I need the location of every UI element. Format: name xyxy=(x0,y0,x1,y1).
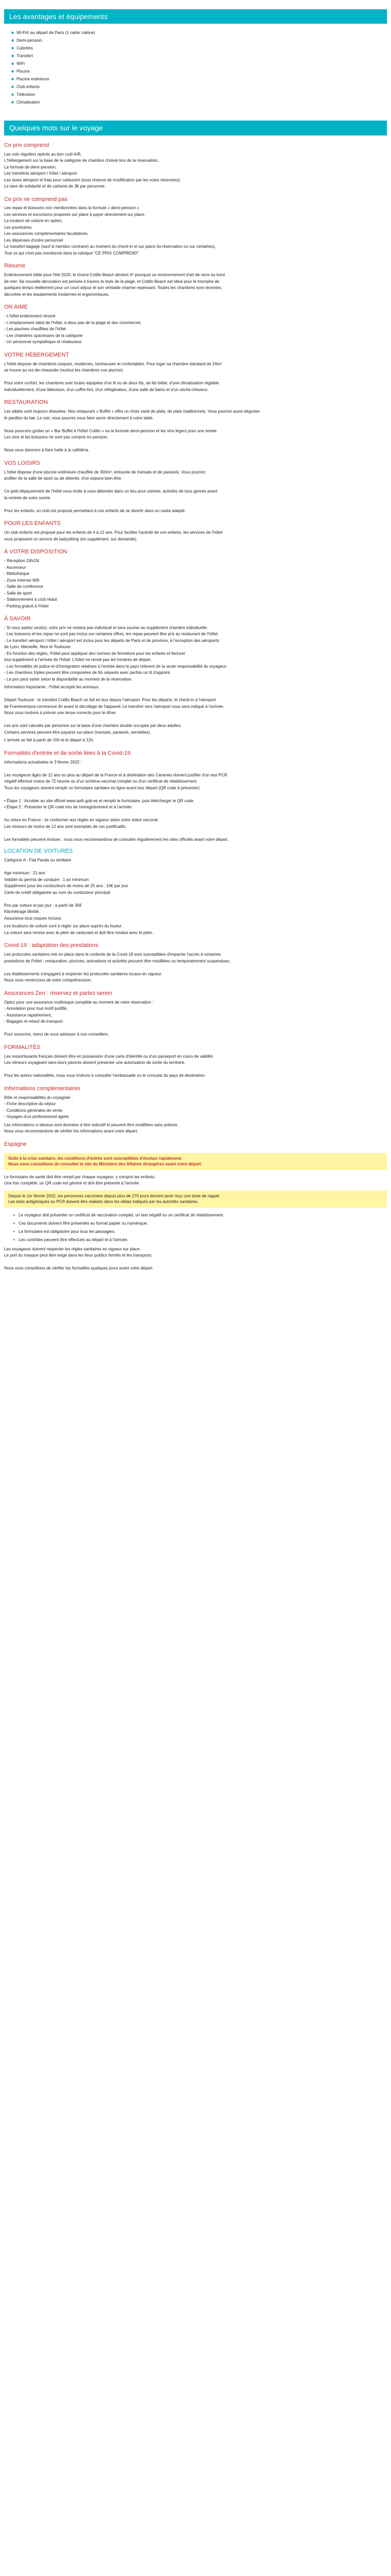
list-item: • Ces documents doivent être présentés au format papier ou numérique. xyxy=(13,1220,387,1227)
text-line: Carte de crédit obligatoire au nom du conducteur principal xyxy=(4,890,110,895)
text-line: Catégorie A - Fiat Panda ou similaire xyxy=(4,858,71,863)
text-block xyxy=(4,737,387,743)
advantage-label: Cabotins xyxy=(17,46,33,51)
text-block xyxy=(4,1095,387,1120)
advantage-label: Club enfants xyxy=(17,84,40,90)
text-line: L'hébergement sur la base de la catégorie de chambre choisie lors de la réservation, xyxy=(4,158,159,163)
text-line: Nous vous invitons à prévoir une tenue correcte pour le dîner. xyxy=(4,710,117,716)
bullet-icon: ■ xyxy=(11,100,14,105)
text-block xyxy=(4,999,387,1038)
advantage-item xyxy=(11,67,387,75)
loisirs-title: VOS LOISIRS xyxy=(4,460,40,466)
text-line: Pour les enfants, un club est proposé permettant à vos enfants de se divertir dans un cadre adapté. xyxy=(4,508,186,513)
text-line: - Bibliothèque xyxy=(4,571,29,577)
text-line: Les locations de voiture sont à régler sur place auprès du loueur. xyxy=(4,924,123,929)
advantage-label: Transfert xyxy=(17,54,33,59)
text-line: Le port du masque peut être exigé dans les lieux publics fermés et les transports. xyxy=(4,1253,153,1258)
resume-title: Résumé xyxy=(4,263,25,269)
savoir-title: À SAVOIR xyxy=(4,616,31,622)
advantage-label: Piscine extérieure xyxy=(17,77,50,82)
highlight-box xyxy=(4,1191,387,1208)
advantage-label: WiFi xyxy=(17,61,25,66)
complementaires-title: Informations complémentaires xyxy=(4,1085,80,1092)
text-line: L'hôtel dispose d'une piscine extérieure chauffée de 300m², entourée de transats et de parasols. Vous pourrez xyxy=(4,469,206,474)
text-line: - Zone Internet Wifi xyxy=(4,578,40,583)
advantage-label: Demi-pension xyxy=(17,38,42,43)
text-line: tout supplément à l'arrivée de l'hôtel. L'hôtel ne remet pas les horaires de départ. xyxy=(4,657,152,663)
text-line: Les voyageurs âgés de 12 ans ou plus au départ de la France et à destination des Canaries doivent justifier d'un test PCR xyxy=(4,772,227,777)
blank-line xyxy=(4,421,387,428)
advantage-item xyxy=(11,52,387,60)
blank-line xyxy=(4,811,387,817)
blank-line xyxy=(4,1259,387,1265)
text-line: Le transfert bagage (sauf si mention contraire) au moment du check-in et sur place (la réservation ou sur certaines), xyxy=(4,244,216,249)
text-line: - Les piscines chauffées de l'hôtel xyxy=(4,327,66,332)
text-line: La location de voiture en option, xyxy=(4,218,63,224)
text-line: Tout ce qui n'est pas mentionné dans la rubrique "CE PRIX COMPREND". xyxy=(4,250,140,256)
text-line: - L'hôtel entièrement rénové xyxy=(4,314,56,319)
text-line: Les transferts aéroport / hôtel / aéroport xyxy=(4,171,77,176)
text-line: - Les chambres triples peuvent être composées de lits séparés avec parfois un lit d'appoint. xyxy=(4,670,171,675)
text-block xyxy=(4,409,387,453)
advantage-label: Climatisation xyxy=(17,100,40,105)
blank-line xyxy=(4,791,387,798)
advantage-item xyxy=(11,60,387,67)
text-line: Départ Toulouse : le transfert Cotillo Beach se fait en bus depuis l'aéroport. Pour les départs, le check-in à l'aéroport xyxy=(4,698,216,703)
text-line: Les formalités peuvent évoluer ; nous vous recommandons de consulter régulièrement les sites officiels avant votre départ. xyxy=(4,837,229,842)
text-line: quelques temps réellement pour un court séjour et son véritable charme repensant. Toutes les chambres sont récentes, xyxy=(4,285,222,291)
text-line: L'arrivée se fait à partir de 15h et le départ à 12h. xyxy=(4,738,94,743)
text-block xyxy=(4,361,387,393)
text-line: Rôle et responsabilités du voyagiste : xyxy=(4,1095,73,1100)
text-line: négatif effectué moins de 72 heures ou d'un schéma vaccinal complet ou d'un certificat de rétablissement. xyxy=(4,779,198,784)
list-item: • Les contrôles peuvent être effectués au départ et à l'arrivée. xyxy=(13,1236,387,1243)
text-line: Age minimum : 21 ans xyxy=(4,871,45,876)
text-line: - Les formalités de police et d'immigration relatives à l'entrée dans le pays relèvent de la seule responsabilité du voyageur. xyxy=(4,664,227,669)
text-line: Nous vous recommandons de vérifier les informations avant votre départ. xyxy=(4,1129,138,1134)
text-line: Les tables sont toujours dressées. Nos restaurant « Buffet » offre un choix varié de plats, de plats traditionnels. Vous pourrez aussi déguster xyxy=(4,409,260,414)
text-block xyxy=(4,1174,387,1187)
blank-line xyxy=(4,441,387,447)
list-item: • Le voyageur doit présenter un certificat de vaccination complet, un test négatif ou un certificat de rétablissement. xyxy=(13,1212,387,1218)
location-title: LOCATION DE VOITURES xyxy=(4,848,73,855)
text-block xyxy=(4,272,387,297)
text-block xyxy=(4,205,387,256)
blank-line xyxy=(4,766,387,772)
text-line: La formule de demi-pension, xyxy=(4,164,57,170)
text-block xyxy=(4,952,387,984)
list-item: • Le formulaire est obligatoire pour tous les passagers. xyxy=(13,1228,387,1235)
text-line: Les mineurs voyageant sans leurs parents doivent présenter une autorisation de sortie du territoire. xyxy=(4,1060,186,1065)
text-line: Ce petit dépaysement de l'hôtel vous invite à vous détendre dans un lieu pour soirées, activités de tous genres avant xyxy=(4,489,218,494)
text-line: Nous vous conseillons de vérifier les formalités quelques jours avant votre départ. xyxy=(4,1266,154,1271)
text-line: Certains services peuvent être payants sur place (transats, parasols, serviettes). xyxy=(4,730,151,735)
text-line: - Annulation pour tout motif justifié, xyxy=(4,1006,68,1011)
text-line: - Si vous partez seul(e), votre prix ne restera pas individuel et sera soumis au supplément chambre individuelle. xyxy=(4,625,208,630)
text-line: Les services et excursions proposés sur place à payer directement sur place, xyxy=(4,212,145,217)
text-line: - Les chambres spacieuses de la catégorie xyxy=(4,333,83,338)
text-line: Les vins et les boissons ne sont pas compris en pension. xyxy=(4,435,108,440)
text-line: prestations de l'hôtel : restauration, piscines, animations et activités peuvent être modifiées ou temporairement suspendues. xyxy=(4,958,231,963)
text-line: - Un personnel sympathique et chaleureux xyxy=(4,340,82,345)
advantage-label: Piscine xyxy=(17,69,30,74)
text-line: décorées et les équipements modernes et ergonomiques. xyxy=(4,292,110,297)
advantage-label: Wi-Fi® au départ de Paris (1 carte/ cabine) xyxy=(17,30,95,36)
text-line: Tous les voyageurs doivent remplir un formulaire sanitaire en ligne avant leur départ (QR code à présenter). xyxy=(4,785,201,790)
text-line: - Le transfert aéroport / hôtel / aéroport est inclus pour les départs de Paris et de province, à l'exception des aéroports xyxy=(4,638,219,643)
text-line: Les pourboires, xyxy=(4,225,33,230)
espagne-title: Espagne xyxy=(4,1141,27,1147)
formalites-title: FORMALITÉS xyxy=(4,1044,41,1050)
highlight-line: Les tests antigéniques ou PCR doivent être réalisés dans les délais indiqués par les autorités sanitaires. xyxy=(8,1199,199,1205)
onaime-title: ON AIME xyxy=(4,304,28,311)
text-line: La voiture sera remise avec le plein de carburant et doit être rendue avec le plein. xyxy=(4,930,154,935)
blank-line xyxy=(4,501,387,507)
notes-content xyxy=(4,142,387,1272)
text-line: - Les boissons et les repas ne sont pas inclus sur certaines offres, les repas peuvent être pris au restaurant de l'hôtel. xyxy=(4,632,219,637)
text-line: Prix par voiture et par jour : à partir de 35€ xyxy=(4,903,82,908)
text-line: - Le prix peut varier selon la disponibilité au moment de la réservation. xyxy=(4,676,133,682)
warning-line: Nous vous conseillons de consulter le site du Ministère des Affaires étrangères avant votre départ. xyxy=(8,1162,202,1167)
page xyxy=(0,0,391,1284)
text-block xyxy=(4,530,387,542)
text-line: Les dépenses d'ordre personnel xyxy=(4,238,63,243)
text-line: - Assistance rapatriement, xyxy=(4,1012,52,1018)
notes-heading: Quelques mots sur le voyage xyxy=(4,121,387,135)
requirements-list xyxy=(13,1212,387,1243)
text-line: Extérieurement bâtie pour l'été 2020, le Grand Cotillo Beach devient 4* pourquoi un environnement d'art de vivre au bord xyxy=(4,273,225,278)
text-line: se trouve au rez-de-chaussée (surtout les chambres vue piscine). xyxy=(4,368,124,373)
advantage-item xyxy=(11,83,387,91)
text-line: - Réception 24h/24 xyxy=(4,558,39,564)
text-line: de Fuerteventura commence 4h avant le décollage de l'appareil. Le transfert vers l'aéroport vous sera indiqué à l'arrivée. xyxy=(4,704,224,709)
text-block xyxy=(4,469,387,514)
advantage-item xyxy=(11,75,387,83)
text-line: Assurance tous risques incluse. xyxy=(4,916,62,921)
blank-line xyxy=(4,1066,387,1073)
precautions-title: Covid-19 : adaptation des prestations xyxy=(4,942,99,949)
text-line: • Étape 1 : Accéder au site officiel www.spth.gob.es et remplir le formulaire, puis télécharger le QR code. xyxy=(4,798,195,803)
bullet-icon: ■ xyxy=(11,92,14,97)
text-line: de Lyon, Marseille, Nice et Toulouse. xyxy=(4,645,72,650)
text-line: Kilométrage illimité. xyxy=(4,909,40,914)
text-line: - Fiche descriptive du séjour xyxy=(4,1101,56,1107)
text-line: Au retour en France : se conformer aux règles en vigueur selon votre statut vaccinal. xyxy=(4,818,159,823)
text-line: Supplément pour les conducteurs de moins de 25 ans : 10€ par jour xyxy=(4,884,128,889)
text-line: de mer. Sa nouvelle décoration est pensée à travers le style de la plage, et Cotillo Beach est idéal pour le triomphe de xyxy=(4,279,220,284)
text-block xyxy=(4,1246,387,1272)
text-block xyxy=(4,857,387,921)
text-line: Les repas et boissons non mentionnées dans la formule « demi-pension » xyxy=(4,206,139,211)
advantage-item xyxy=(11,29,387,37)
advantage-item xyxy=(11,91,387,98)
text-line: Les établissements s'engagent à respecter les protocoles sanitaires locaux en vigueur. xyxy=(4,971,162,976)
highlight-box xyxy=(4,1153,387,1170)
text-line: Information importante : l'hôtel accepte les animaux. xyxy=(4,685,100,690)
text-line: - En fonction des règles, l'hôtel peut appliquer des normes de fermeture pour les enfants et facturer xyxy=(4,651,186,656)
blank-line xyxy=(4,1025,387,1031)
blank-line xyxy=(4,691,387,697)
text-line: Les voyageurs doivent respecter les règles sanitaires en vigueur sur place. xyxy=(4,1246,141,1251)
text-line: - L'emplacement idéal de l'hôtel, à deux pas de la plage et des commerces xyxy=(4,320,141,325)
warning-line: Suite à la crise sanitaire, les conditions d'entrée sont susceptibles d'évoluer rapidement. xyxy=(8,1156,183,1161)
advantage-item xyxy=(11,98,387,106)
nonprix-title: Ce prix ne comprend pas xyxy=(4,196,68,202)
text-line: L'hôtel dispose de chambres uniques, modernes, lumineuses et confortables. Pour loger sa chambre standard de 24m² xyxy=(4,361,222,366)
blank-line xyxy=(4,964,387,971)
text-line: - Stationnement à coût réduit xyxy=(4,597,57,602)
text-block xyxy=(4,1054,387,1079)
highlight-line: Depuis le 1er février 2022, les personnes vaccinées depuis plus de 270 jours doivent avoir reçu une dose de rappel. xyxy=(8,1193,220,1198)
text-line: Les assurances complémentaires facultatives, xyxy=(4,231,89,236)
bullet-icon: ■ xyxy=(11,77,14,82)
text-line: Optez pour une assurance multirisque complète au moment de votre réservation : xyxy=(4,999,154,1005)
hebergement-title: VOTRE HÉBERGEMENT xyxy=(4,351,69,358)
text-line: - Salle de conférence xyxy=(4,584,43,589)
text-line: Le formulaire de santé doit être rempli par chaque voyageur, y compris les enfants. xyxy=(4,1174,156,1179)
bullet-icon: ■ xyxy=(11,84,14,90)
bullet-icon: ■ xyxy=(11,54,14,59)
text-line: Les vols réguliers opérés au bon coût A/R, xyxy=(4,151,82,157)
text-line: Informations actualisées le 3 février 2022 : xyxy=(4,759,82,765)
text-line: Les informations ci-dessus sont données à titre indicatif et peuvent être modifiées sans préavis. xyxy=(4,1122,178,1127)
prix-title: Ce prix comprend xyxy=(4,142,49,148)
text-line: - Conditions générales de vente xyxy=(4,1108,62,1113)
desenfants-title: POUR LES ENFANTS xyxy=(4,520,61,527)
assurances-title: Assurances Zen : réservez et partez serein xyxy=(4,990,112,996)
text-line: Nous vous donnons à faire halte à la cafétéria. xyxy=(4,448,89,453)
text-block xyxy=(4,313,387,345)
blank-line xyxy=(4,717,387,723)
text-line: profiter de la salle de sport ou de détente, d'un espace bien-être. xyxy=(4,476,122,481)
blank-line xyxy=(4,864,387,870)
blank-line xyxy=(4,482,387,488)
text-line: • Étape 2 : Présenter le QR code lors de l'enregistrement et à l'arrivée. xyxy=(4,805,133,810)
advantages-list xyxy=(11,29,387,106)
text-block xyxy=(4,625,387,683)
text-line: Validité du permis de conduire : 1 an minimum xyxy=(4,877,89,882)
text-line: Nous vous remercions de votre compréhension. xyxy=(4,978,92,983)
text-line: Les protocoles sanitaires mis en place dans le contexte de la Covid-19 sont susceptibles d'impacter l'accès à certaines xyxy=(4,952,221,957)
text-line: individuellement, d'une télévision, d'un coffre-fort, d'un réfrigérateur, d'une salle de bains et d'un sèche-cheveux. xyxy=(4,387,209,392)
advantage-item xyxy=(11,37,387,44)
text-line: Pour votre confort, les chambres sont toutes équipées d'un lit ou de deux lits, de lits bébé, d'une climatisation réglable xyxy=(4,381,219,386)
text-line: Les taxes aéroport et frais pour carburant (sous réserve de modification par les voies réservées), xyxy=(4,177,181,182)
text-line: Un club enfants est proposé pour les enfants de 4 à 12 ans. Pour faciliter l'activité de vos enfants, les services de l'hôtel xyxy=(4,530,223,535)
advantage-label: Télévision xyxy=(17,92,36,97)
text-line: Les ressortissants français doivent être en possession d'une carte d'identité ou d'un passeport en cours de validité. xyxy=(4,1054,214,1059)
text-line: Les prix sont calculés par personne sur la base d'une chambre double occupée par deux adultes. xyxy=(4,723,182,728)
advantage-item xyxy=(11,44,387,52)
text-block xyxy=(4,759,387,843)
disposition-title: À VOTRE DISPOSITION xyxy=(4,549,68,555)
text-line: Pour les autres nationalités, nous vous invitons à consulter l'ambassade ou le consulat du pays de destination. xyxy=(4,1073,206,1078)
text-block xyxy=(4,684,387,735)
text-block xyxy=(4,151,387,190)
blank-line xyxy=(4,896,387,902)
text-line: Pour souscrire, merci de vous adresser à nos conseillers. xyxy=(4,1032,109,1037)
text-line: vous proposent un service de babysitting (en supplément, sur demande). xyxy=(4,536,138,541)
text-block xyxy=(4,558,387,609)
advantages-heading: Les avantages et équipements xyxy=(4,9,387,24)
text-line: - Bagages et retard de transport. xyxy=(4,1019,64,1024)
text-line: - Parking gratuit à l'hôtel xyxy=(4,603,49,608)
blank-line xyxy=(4,830,387,836)
bullet-icon: ■ xyxy=(11,69,14,74)
covid-title: Formalités d'entrée et de sortie liées à la Covid-19 xyxy=(4,750,131,756)
bullet-icon: ■ xyxy=(11,61,14,66)
restauration-title: RESTAURATION xyxy=(4,399,48,406)
blank-line xyxy=(4,374,387,380)
bullet-icon: ■ xyxy=(11,38,14,43)
text-line: Le taxe de solidarité et de carbone de 3€ par personne. xyxy=(4,184,106,189)
text-line: - Voyages d'un professionnel agréé xyxy=(4,1114,69,1120)
text-line: - Ascenseur xyxy=(4,565,26,570)
text-block xyxy=(4,923,387,936)
text-line: Les mineurs de moins de 12 ans sont exemptés de ces justificatifs. xyxy=(4,824,127,829)
text-line: - Salle de sport xyxy=(4,590,32,596)
text-line: le pavillon du bar. Le soir, vous pourrez vous faire servir directement à votre table. xyxy=(4,415,154,420)
text-line: la rentrée de votre soirée. xyxy=(4,495,52,500)
bullet-icon: ■ xyxy=(11,30,14,36)
bullet-icon: ■ xyxy=(11,46,14,51)
text-line: Une fois complété, un QR code est généré et doit être présenté à l'arrivée. xyxy=(4,1181,140,1186)
text-line: Nous pourrons goûter un « Bar Buffet à l'hôtel Cotillo » ou la formule demi-pension et les vins légers pour une soirée. xyxy=(4,428,218,433)
text-block xyxy=(4,1122,387,1134)
